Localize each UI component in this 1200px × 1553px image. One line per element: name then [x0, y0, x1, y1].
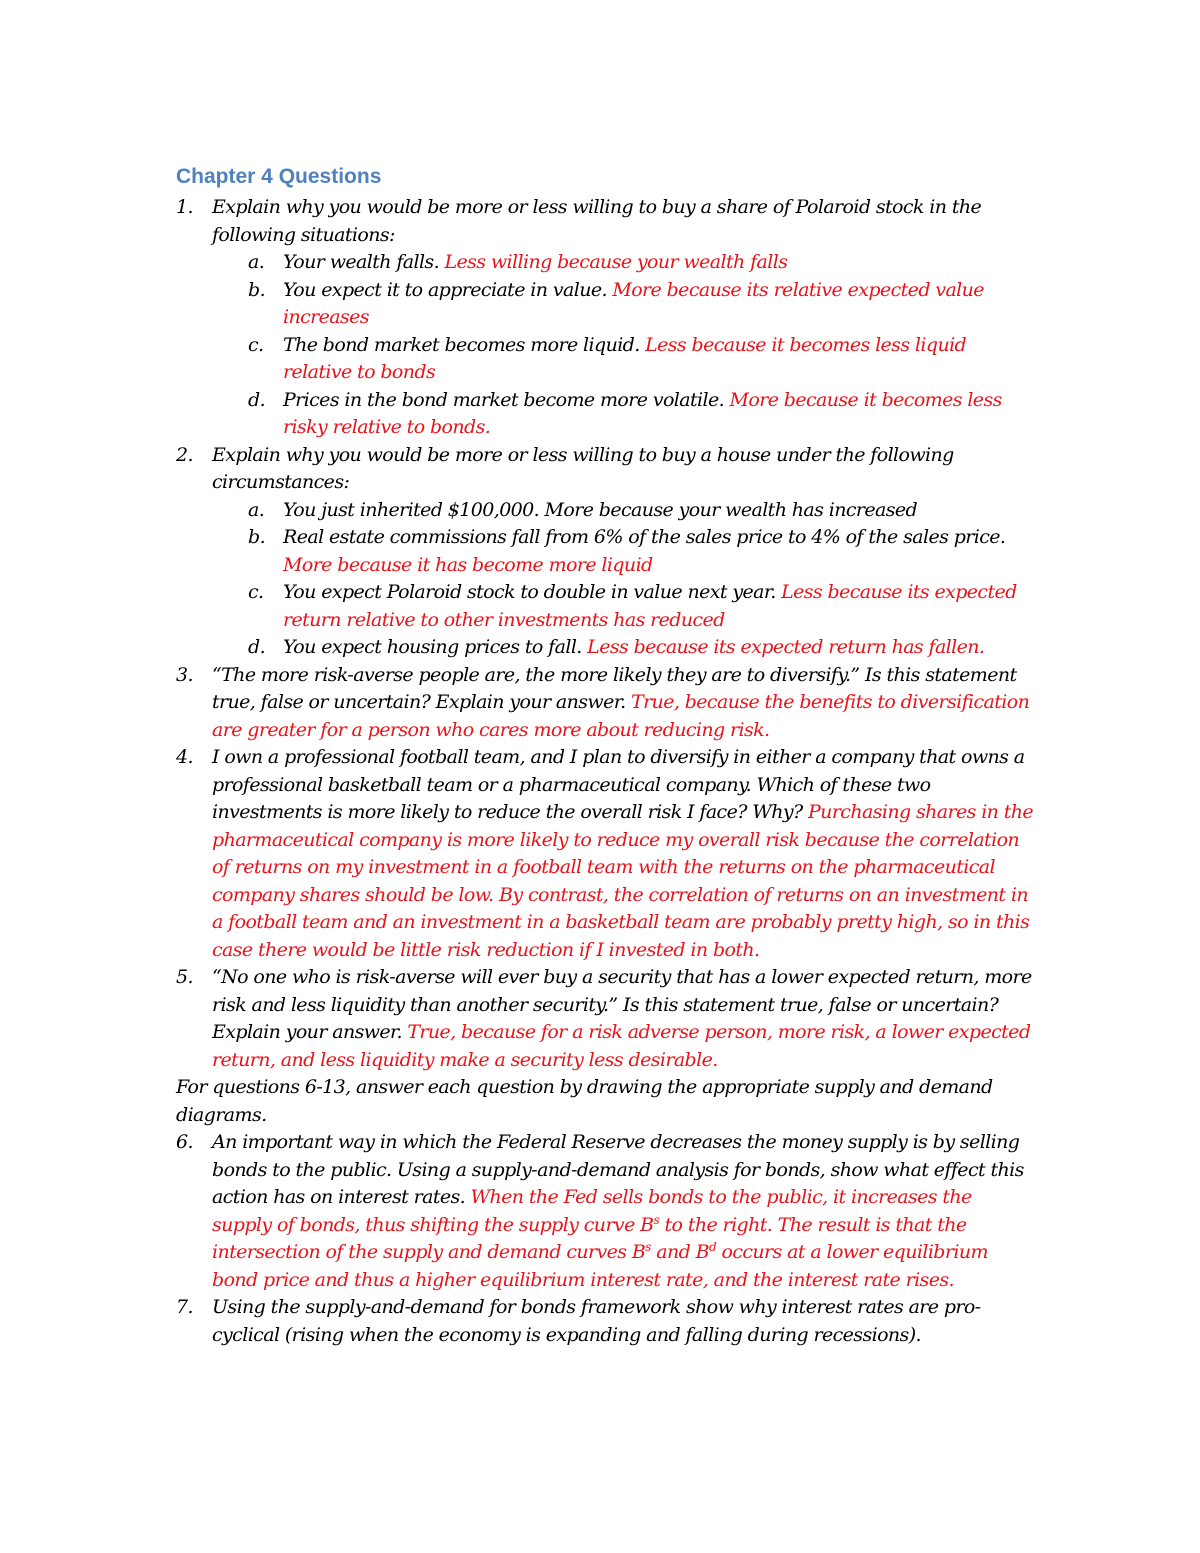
question-number: 2. [176, 443, 193, 466]
item-text: The bond market becomes more liquid. [283, 333, 646, 356]
question-2c [176, 579, 1036, 634]
question-text: Explain why you would be more or less willing to buy a house under the following circumstances: [212, 443, 954, 493]
question-text: Using the supply-and-demand for bonds framework show why interest rates are pro-cyclical (rising when the economy is expanding and falling during recessions). [212, 1296, 981, 1346]
answer-part: occurs at a lower equilibrium bond price and thus a higher equilibrium interest rate, and the interest rate rises. [212, 1241, 988, 1291]
answer-text: More because it becomes less risky relative to bonds. [283, 388, 1002, 438]
question-number: 3. [176, 663, 193, 686]
item-letter: b. [248, 526, 266, 548]
chapter-heading: Chapter 4 Questions [176, 165, 382, 188]
question-2 [176, 442, 1036, 497]
question-2b [176, 524, 1036, 579]
answer-text: Purchasing shares in the pharmaceutical company is more likely to reduce my overall risk because the correlation of returns on my investment in a football team with the returns on the pharmaceutical company shares should be low. By contrast, the correlation of returns on an investment in a football team and an investment in a basketball team are probably pretty high, so in this case there would be little risk reduction if I invested in both. [212, 801, 1034, 961]
answer-part: to the right. The result is that the intersection of the supply and demand curves B [212, 1213, 967, 1263]
answer-text: More because its relative expected value increases [283, 278, 984, 328]
item-letter: a. [248, 251, 265, 273]
answer-text: True, because for a risk adverse person, more risk, a lower expected return, and less liquidity make a security less desirable. [212, 1021, 1031, 1071]
question-text: Explain why you would be more or less willing to buy a share of Polaroid stock in the following situations: [212, 196, 982, 246]
answer-part: and B [650, 1241, 709, 1263]
question-7 [176, 1294, 1036, 1349]
item-text: Your wealth falls. [283, 251, 445, 273]
supply-superscript: s [645, 1240, 651, 1254]
answer-text: Less willing because your wealth falls [444, 251, 788, 273]
item-text: You just inherited $100,000. More because your wealth has increased [283, 498, 918, 521]
question-6 [176, 1129, 1036, 1294]
question-2d [176, 634, 1036, 662]
item-text: Prices in the bond market become more volatile. [283, 388, 730, 411]
question-1a [176, 249, 1036, 277]
question-4 [176, 744, 1036, 964]
item-letter: c. [248, 333, 264, 356]
answer-part: When the Fed sells bonds to the public, it increases the supply of bonds, thus shifting the supply curve B [212, 1186, 972, 1236]
question-text: “The more risk-averse people are, the more likely they are to diversify.” Is this statement true, false or uncertain? Explain your answer. [212, 663, 1017, 713]
question-3 [176, 662, 1036, 745]
answer-text: More because it has become more liquid [283, 553, 653, 576]
question-text: An important way in which the Federal Reserve decreases the money supply is by selling bonds to the public. Using a supply-and-demand analysis for bonds, show what effect this action has on interest rates. [212, 1131, 1024, 1208]
question-1c [176, 332, 1036, 387]
item-letter: c. [248, 581, 264, 603]
item-letter: d. [248, 388, 266, 411]
question-list [176, 194, 1036, 1349]
question-number: 6. [176, 1131, 193, 1153]
question-number: 7. [176, 1296, 193, 1318]
item-letter: a. [248, 498, 265, 521]
question-1d [176, 387, 1036, 442]
demand-superscript: d [708, 1240, 717, 1254]
question-2a [176, 497, 1036, 525]
question-text: I own a professional football team, and I plan to diversify in either a company that owns a professional basketball team or a pharmaceutical company. Which of these two investments is more likely to reduce the overall risk I face? Why? [212, 746, 1025, 823]
item-text: Real estate commissions fall from 6% of the sales price to 4% of the sales price. [283, 526, 1006, 548]
answer-text: Less because its expected return relative to other investments has reduced [283, 581, 1017, 631]
question-1 [176, 194, 1036, 249]
item-text: You expect it to appreciate in value. [283, 278, 613, 301]
item-letter: d. [248, 636, 266, 658]
question-text: “No one who is risk-averse will ever buy a security that has a lower expected return, more risk and less liquidity than another security.” Is this statement true, false or uncertain? Explain your answer. [212, 966, 1032, 1043]
answer-text: Less because its expected return has fallen. [587, 636, 985, 658]
question-number: 1. [176, 196, 193, 218]
question-number: 5. [176, 966, 193, 988]
answer-text: Less because it becomes less liquid relative to bonds [283, 333, 967, 383]
item-letter: b. [248, 278, 266, 301]
question-5 [176, 964, 1036, 1074]
question-1b [176, 277, 1036, 332]
answer-text: True, because the benefits to diversification are greater for a person who cares more about reducing risk. [212, 691, 1030, 741]
item-text: You expect housing prices to fall. [283, 636, 588, 658]
diagram-instructions: For questions 6-13, answer each question by drawing the appropriate supply and demand diagrams. [176, 1076, 993, 1126]
question-number: 4. [176, 746, 193, 768]
item-text: You expect Polaroid stock to double in value next year. [283, 581, 782, 603]
supply-superscript: s [653, 1212, 660, 1227]
